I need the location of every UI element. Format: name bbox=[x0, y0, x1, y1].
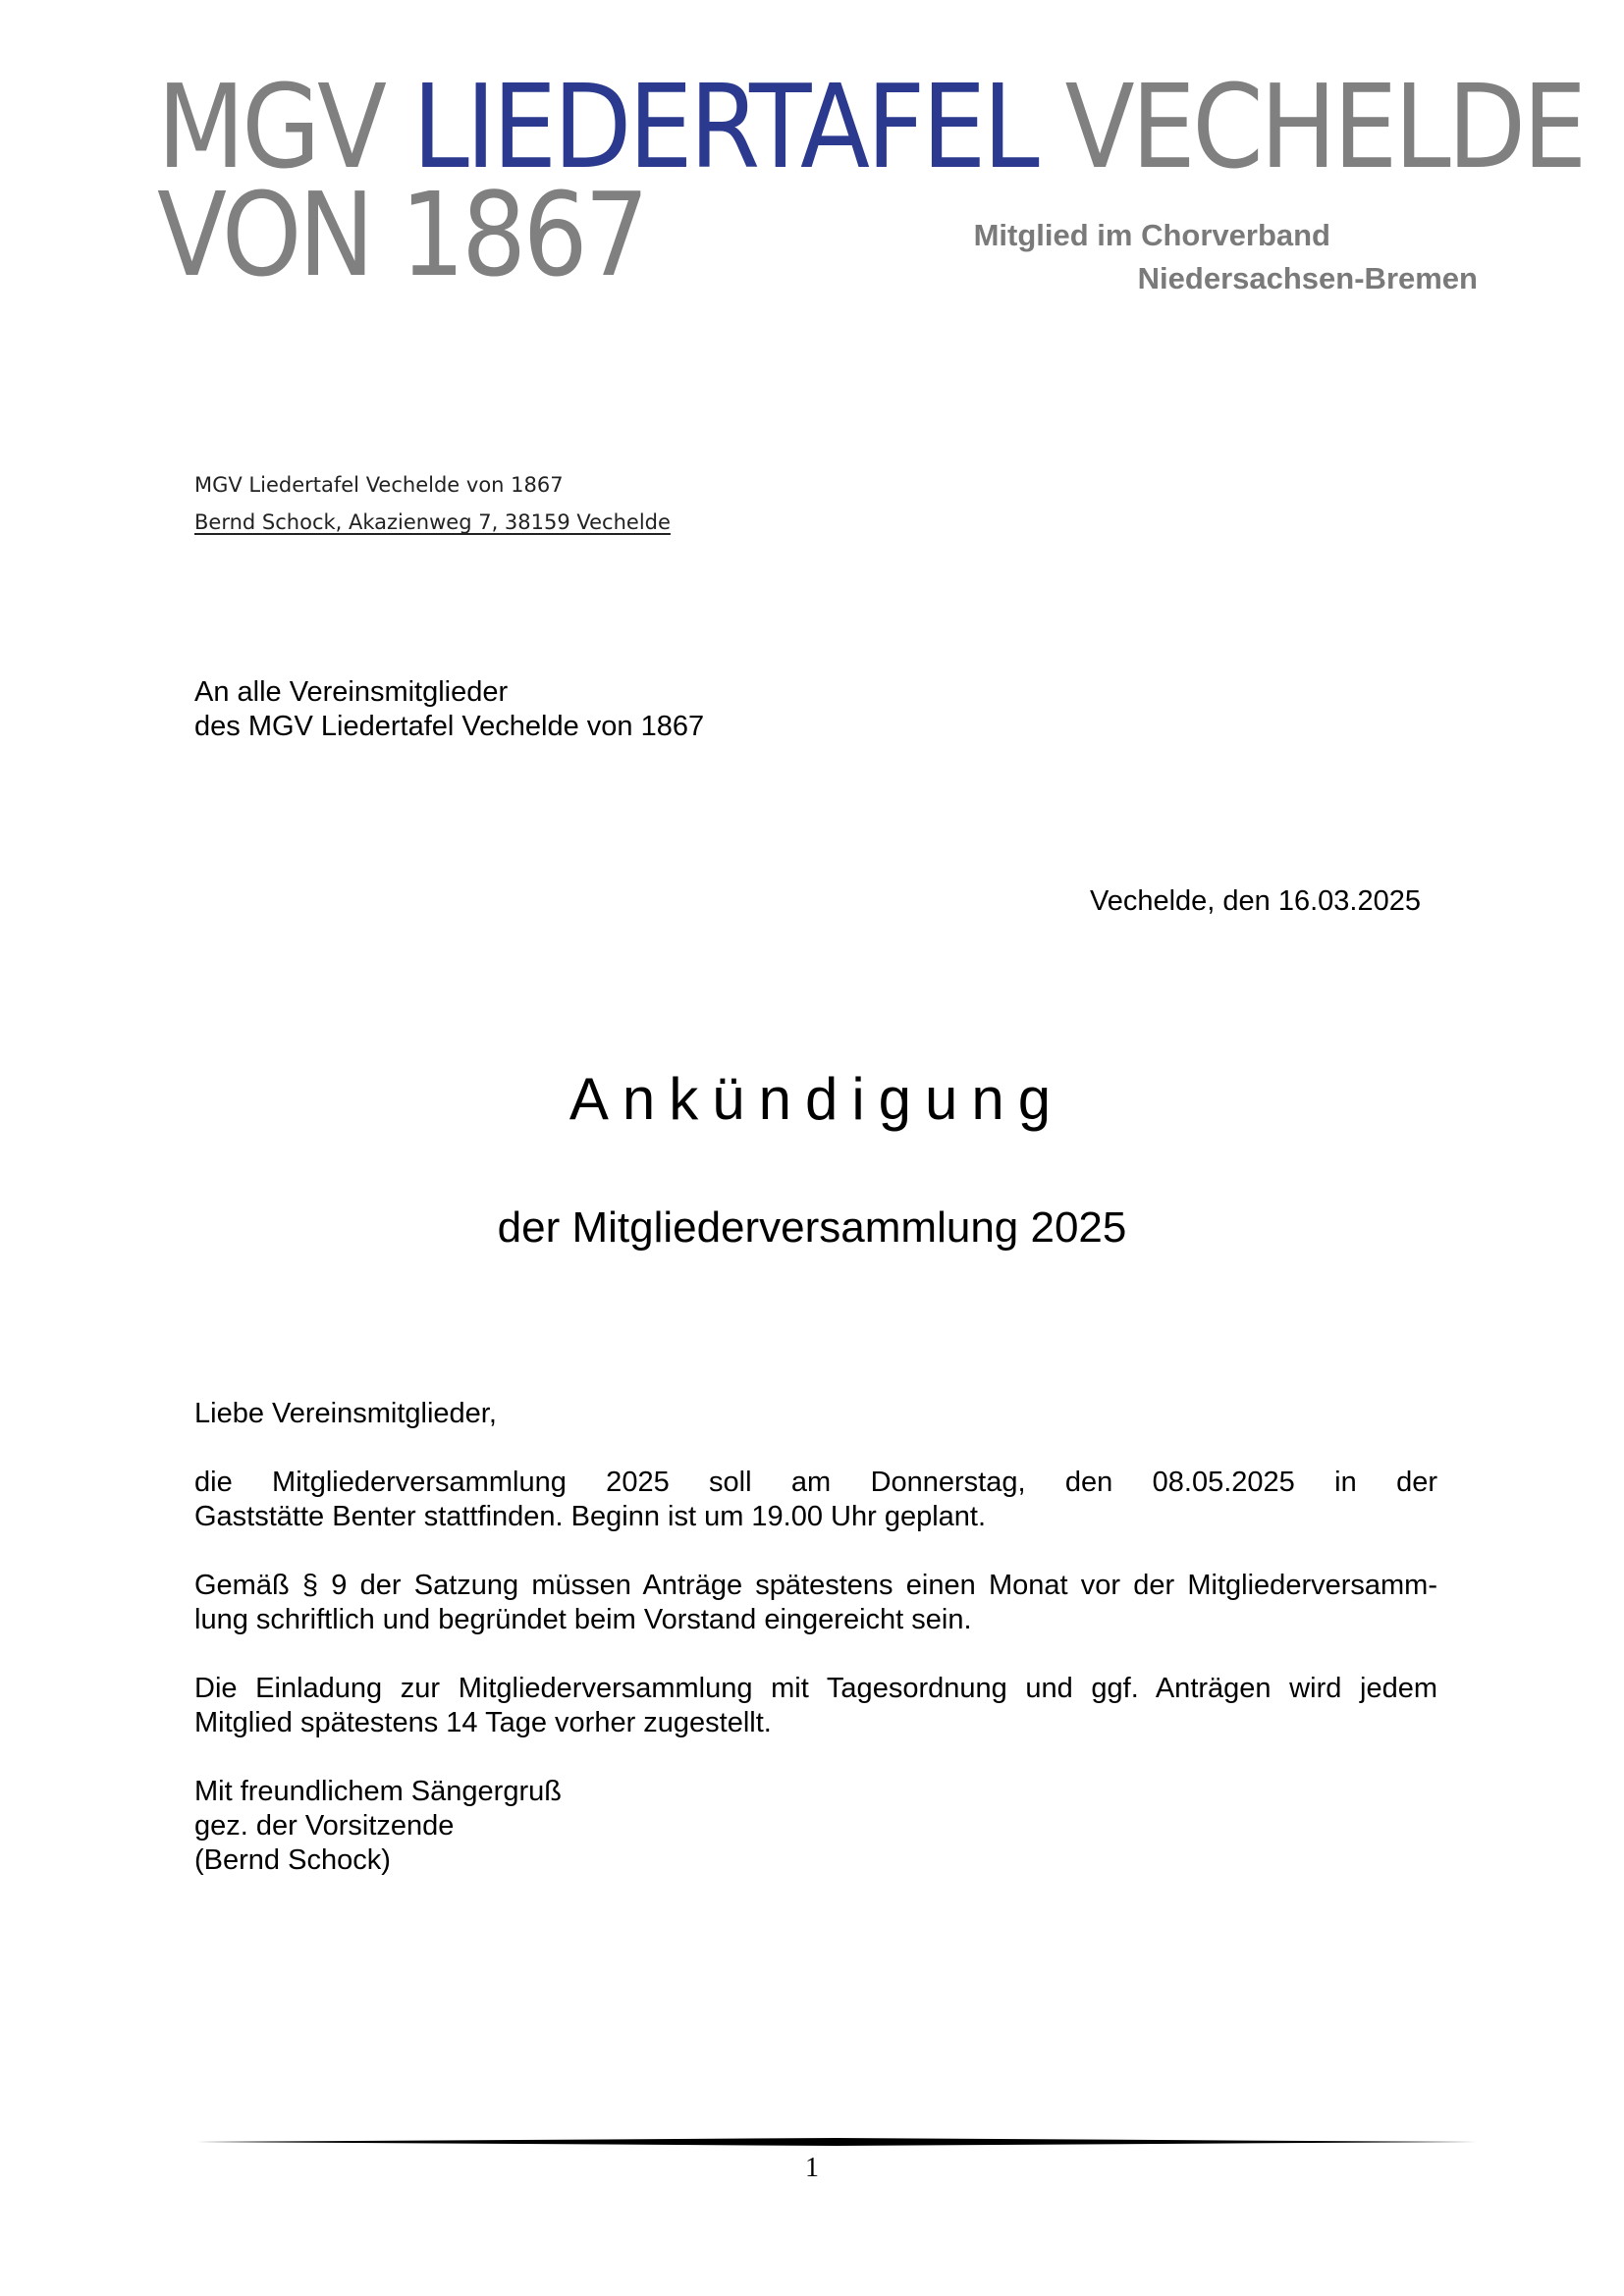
page-subtitle: der Mitgliederversammlung 2025 bbox=[497, 1203, 1127, 1252]
paragraph-line: die Mitgliederversammlung 2025 soll am Donnerstag, den 08.05.2025 in der bbox=[194, 1467, 1437, 1498]
page-number: 1 bbox=[805, 2153, 819, 2183]
paragraph-line: Die Einladung zur Mitgliederversammlung mit Tagesordnung und ggf. Anträgen wird jedem bbox=[194, 1673, 1437, 1704]
logo-mgv: MGV bbox=[157, 59, 413, 194]
closing-signatory: (Bernd Schock) bbox=[194, 1844, 391, 1876]
paragraph-line: lung schriftlich und begründet beim Vorstand eingereicht sein. bbox=[194, 1604, 972, 1635]
chorverband-line-2: Niedersachsen-Bremen bbox=[1137, 261, 1478, 295]
sender-address: Bernd Schock, Akazienweg 7, 38159 Vechelde bbox=[194, 510, 671, 534]
paragraph-invitation bbox=[194, 1672, 1437, 1740]
logo-liedertafel: LIEDERTAFEL bbox=[412, 59, 1037, 194]
paragraph-line: Gaststätte Benter stattfinden. Beginn ist um 19.00 Uhr geplant. bbox=[194, 1501, 987, 1532]
paragraph-motions bbox=[194, 1569, 1437, 1637]
recipient-line-1: An alle Vereinsmitglieder bbox=[194, 676, 509, 708]
sender-block bbox=[194, 466, 671, 541]
recipient-line-2: des MGV Liedertafel Vechelde von 1867 bbox=[194, 711, 705, 742]
closing-greeting: Mit freundlichem Sängergruß bbox=[194, 1776, 562, 1807]
paragraph-line: Mitglied spätestens 14 Tage vorher zugestellt. bbox=[194, 1707, 772, 1738]
closing-block bbox=[194, 1775, 1437, 1878]
chorverband-line-1: Mitglied im Chorverband bbox=[973, 218, 1330, 252]
paragraph-line: Gemäß § 9 der Satzung müssen Anträge spätestens einen Monat vor der Mitgliederversamm- bbox=[194, 1570, 1437, 1601]
letter-date: Vechelde, den 16.03.2025 bbox=[1089, 885, 1421, 917]
sender-name: MGV Liedertafel Vechelde von 1867 bbox=[194, 473, 564, 497]
recipient-block bbox=[194, 675, 704, 744]
footer-divider bbox=[196, 2137, 1477, 2147]
letter-body bbox=[194, 1397, 1437, 1878]
club-logo-line-2: VON 1867 bbox=[157, 167, 646, 302]
logo-vechelde: VECHELDE bbox=[1036, 59, 1584, 194]
letterhead bbox=[157, 59, 1584, 304]
chorverband-membership bbox=[974, 214, 1478, 300]
closing-signed: gez. der Vorsitzende bbox=[194, 1810, 455, 1842]
page-title: Ankündigung bbox=[568, 1066, 1065, 1132]
salutation: Liebe Vereinsmitglieder, bbox=[194, 1398, 497, 1429]
paragraph-meeting-date bbox=[194, 1466, 1437, 1534]
